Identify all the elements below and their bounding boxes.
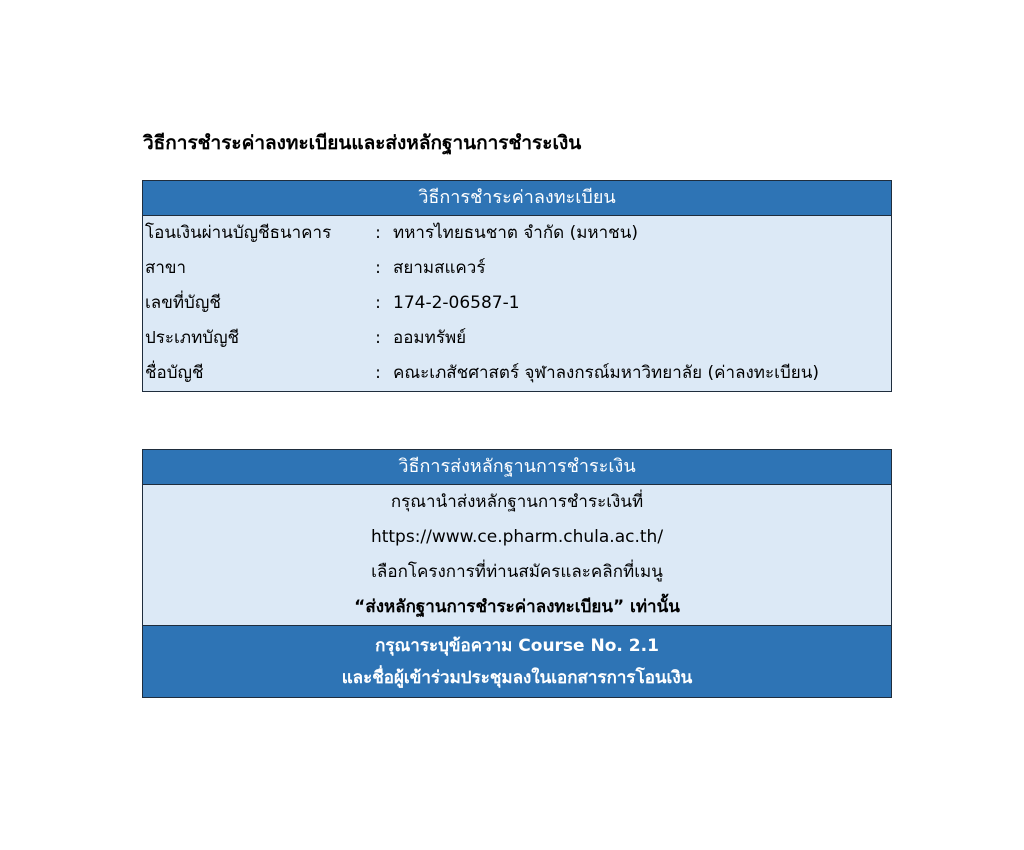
proof-instruction-line: เลือกโครงการที่ท่านสมัครและคลิกที่เมนู <box>371 562 663 582</box>
payment-row-account-type <box>143 321 891 356</box>
row-colon: : <box>375 363 381 383</box>
row-label: เลขที่บัญชี <box>145 293 221 313</box>
row-value: สยามสแควร์ <box>393 258 486 278</box>
payment-row-account-name <box>143 356 891 391</box>
payment-table-body <box>143 216 891 391</box>
proof-table <box>142 449 892 698</box>
payment-table <box>142 180 892 392</box>
row-label: ประเภทบัญชี <box>145 328 240 348</box>
proof-note <box>143 625 891 697</box>
row-label: สาขา <box>145 258 187 278</box>
proof-menu-name: “ส่งหลักฐานการชำระค่าลงทะเบียน” เท่านั้น <box>354 597 680 617</box>
proof-instruction-line: กรุณานำส่งหลักฐานการชำระเงินที่ <box>390 492 644 512</box>
row-label: ชื่อบัญชี <box>145 363 204 383</box>
payment-row-branch <box>143 251 891 286</box>
row-value: ออมทรัพย์ <box>393 328 467 348</box>
proof-url: https://www.ce.pharm.chula.ac.th/ <box>370 527 664 547</box>
payment-row-bank <box>143 216 891 251</box>
row-value: 174-2-06587-1 <box>393 293 520 313</box>
row-value: ทหารไทยธนชาต จำกัด (มหาชน) <box>393 223 638 243</box>
row-colon: : <box>375 328 381 348</box>
row-value: คณะเภสัชศาสตร์ จุฬาลงกรณ์มหาวิทยาลัย (ค่าลงทะเบียน) <box>393 363 819 383</box>
row-label: โอนเงินผ่านบัญชีธนาคาร <box>145 223 332 243</box>
proof-table-body <box>143 485 891 625</box>
proof-note-line: และชื่อผู้เข้าร่วมประชุมลงในเอกสารการโอนเงิน <box>341 668 693 688</box>
row-colon: : <box>375 223 381 243</box>
row-colon: : <box>375 258 381 278</box>
payment-row-account-number <box>143 286 891 321</box>
page-heading: วิธีการชำระค่าลงทะเบียนและส่งหลักฐานการชำระเงิน <box>143 132 582 154</box>
row-colon: : <box>375 293 381 313</box>
proof-note-line: กรุณาระบุข้อความ Course No. 2.1 <box>375 636 659 656</box>
payment-table-title: วิธีการชำระค่าลงทะเบียน <box>143 181 891 216</box>
proof-table-title: วิธีการส่งหลักฐานการชำระเงิน <box>143 450 891 485</box>
